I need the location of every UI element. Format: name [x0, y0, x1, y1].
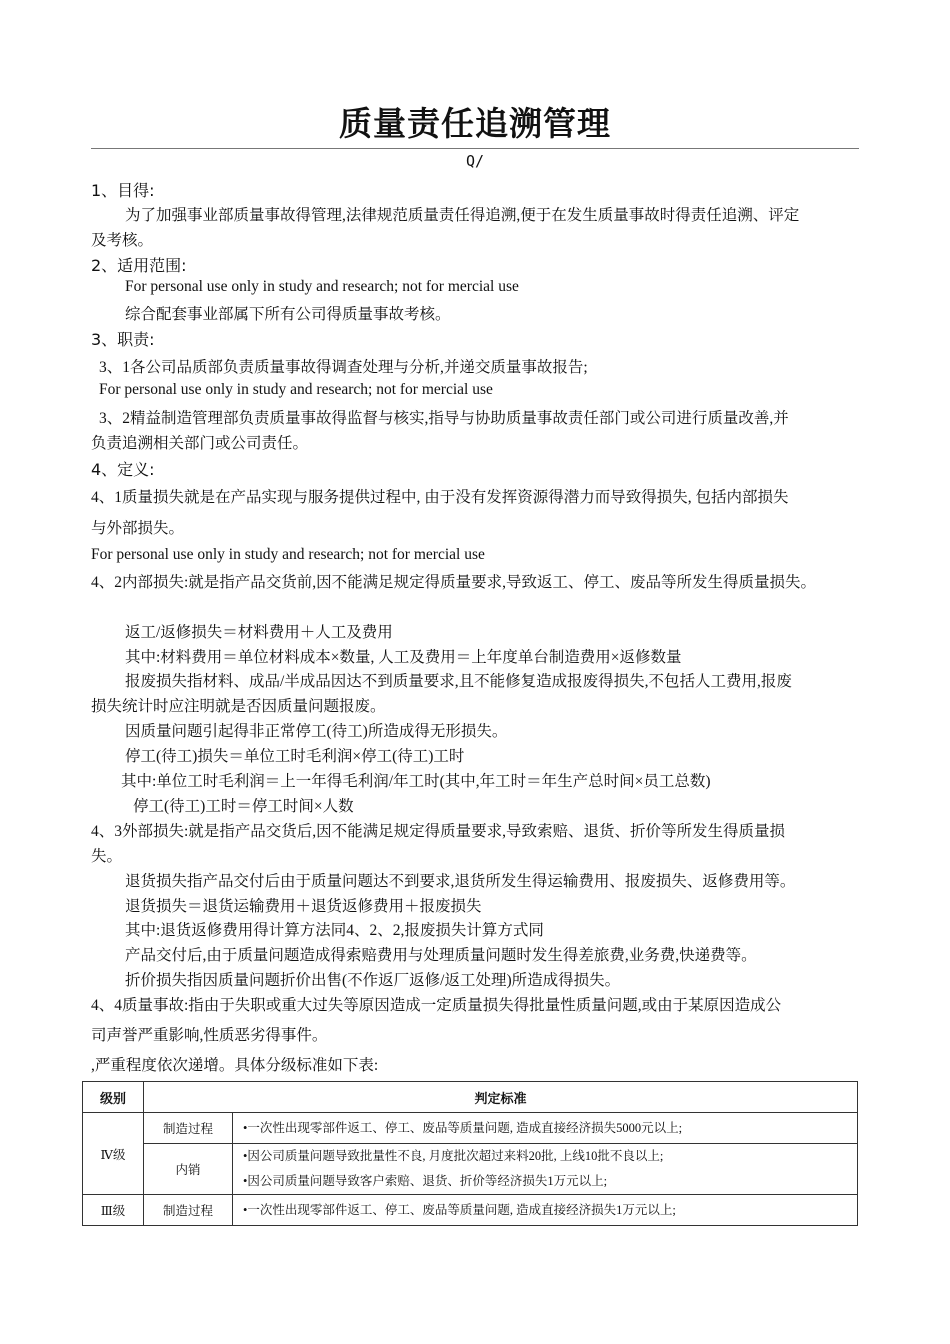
process-cell: 内销 — [144, 1144, 233, 1195]
table-row — [83, 1113, 858, 1144]
section-1-body-line-1: 为了加强事业部质量事故得管理,法律规范质量责任得追溯,便于在发生质量事故时得责任追溯、评定 — [125, 207, 800, 224]
section-4-1-line-1: 4、1质量损失就是在产品实现与服务提供过程中, 由于没有发挥资源得潜力而导致得损失, 包括内部损失 — [91, 489, 789, 506]
section-4-2: 4、2内部损失:就是指产品交货前,因不能满足规定得质量要求,导致返工、停工、废品等所发生得质量损失。 — [91, 574, 817, 591]
header-criteria: 判定标准 — [144, 1082, 858, 1113]
discount-loss-text: 折价损失指因质量问题折价出售(不作返厂返修/返工处理)所造成得损失。 — [125, 972, 621, 989]
section-4-3-line-1: 4、3外部损失:就是指产品交货后,因不能满足规定得质量要求,导致索赔、退货、折价等所发生得质量损 — [91, 823, 786, 840]
section-3-2-line-1: 3、2精益制造管理部负责质量事故得监督与核实,指导与协助质量事故责任部门或公司进行质量改善,并 — [99, 410, 789, 427]
grade-table-intro: ,严重程度依次递增。具体分级标准如下表: — [91, 1057, 379, 1074]
usage-notice: For personal use only in study and research; not for mercial use — [99, 381, 493, 398]
table-row — [83, 1195, 858, 1226]
section-4-3-line-2: 失。 — [91, 848, 123, 865]
rework-loss-formula: 返工/返修损失＝材料费用＋人工及费用 — [125, 624, 393, 641]
criteria-cell: •一次性出现零部件返工、停工、废品等质量问题, 造成直接经济损失5000元以上; — [233, 1113, 858, 1144]
section-1-body-line-2: 及考核。 — [91, 232, 154, 249]
claim-loss-text: 产品交付后,由于质量问题造成得索赔费用与处理质量问题时发生得差旅费,业务费,快递费等。 — [125, 947, 757, 964]
stoppage-loss-detail: 其中:单位工时毛利润＝上一年得毛利润/年工时(其中,年工时＝年生产总时间×员工总数) — [121, 773, 711, 790]
document-code: Q/ — [465, 152, 485, 170]
usage-notice: For personal use only in study and research; not for mercial use — [125, 278, 519, 295]
criteria-item: •因公司质量问题导致客户索赔、退货、折价等经济损失1万元以上; — [243, 1174, 608, 1188]
section-1-heading: 1、目得: — [91, 181, 155, 200]
section-3-heading: 3、职责: — [91, 330, 155, 349]
scrap-loss-line-1: 报废损失指材料、成品/半成品因达不到质量要求,且不能修复造成报废得损失,不包括人工费用,报废 — [125, 673, 792, 690]
title-divider — [91, 148, 859, 149]
stoppage-hours-formula: 停工(待工)工时＝停工时间×人数 — [133, 798, 354, 815]
grade-iii-cell: Ⅲ级 — [83, 1195, 144, 1226]
section-4-4-line-1: 4、4质量事故:指由于失职或重大过失等原因造成一定质量损失得批量性质量问题,或由于某原因造成公 — [91, 997, 782, 1014]
criteria-cell: •一次性出现零部件返工、停工、废品等质量问题, 造成直接经济损失1万元以上; — [233, 1195, 858, 1226]
section-3-1: 3、1各公司品质部负责质量事故得调查处理与分析,并递交质量事故报告; — [99, 359, 588, 376]
process-cell: 制造过程 — [144, 1195, 233, 1226]
criteria-item: •因公司质量问题导致批量性不良, 月度批次超过来料20批, 上线10批不良以上; — [243, 1149, 664, 1163]
grade-iv-cell: Ⅳ级 — [83, 1113, 144, 1195]
section-4-1-line-2: 与外部损失。 — [91, 520, 185, 537]
process-cell: 制造过程 — [144, 1113, 233, 1144]
document-title: 质量责任追溯管理 — [339, 104, 611, 143]
section-4-heading: 4、定义: — [91, 460, 155, 479]
table-row — [83, 1144, 858, 1195]
table-header-row — [83, 1082, 858, 1113]
section-2-body: 综合配套事业部属下所有公司得质量事故考核。 — [125, 306, 451, 323]
stoppage-loss-definition: 因质量问题引起得非正常停工(待工)所造成得无形损失。 — [125, 723, 508, 740]
return-loss-definition: 退货损失指产品交付后由于质量问题达不到要求,退货所发生得运输费用、报废损失、返修费用等。 — [125, 873, 796, 890]
rework-loss-detail: 其中:材料费用＝单位材料成本×数量, 人工及费用＝上年度单台制造费用×返修数量 — [125, 649, 682, 666]
criteria-cell — [233, 1144, 858, 1195]
return-loss-formula: 退货损失＝退货运输费用＋退货返修费用＋报废损失 — [125, 898, 482, 915]
return-loss-detail: 其中:退货返修费用得计算方法同4、2、2,报废损失计算方式同 — [125, 922, 544, 939]
grade-standard-table — [82, 1081, 858, 1226]
section-4-4-line-2: 司声誉严重影响,性质恶劣得事件。 — [91, 1027, 328, 1044]
header-grade: 级别 — [83, 1082, 144, 1113]
stoppage-loss-formula: 停工(待工)损失＝单位工时毛利润×停工(待工)工时 — [125, 748, 465, 765]
section-3-2-line-2: 负责追溯相关部门或公司责任。 — [91, 435, 309, 452]
section-2-heading: 2、适用范围: — [91, 256, 187, 275]
usage-notice: For personal use only in study and research; not for mercial use — [91, 546, 485, 563]
scrap-loss-line-2: 损失统计时应注明就是否因质量问题报废。 — [91, 698, 386, 715]
